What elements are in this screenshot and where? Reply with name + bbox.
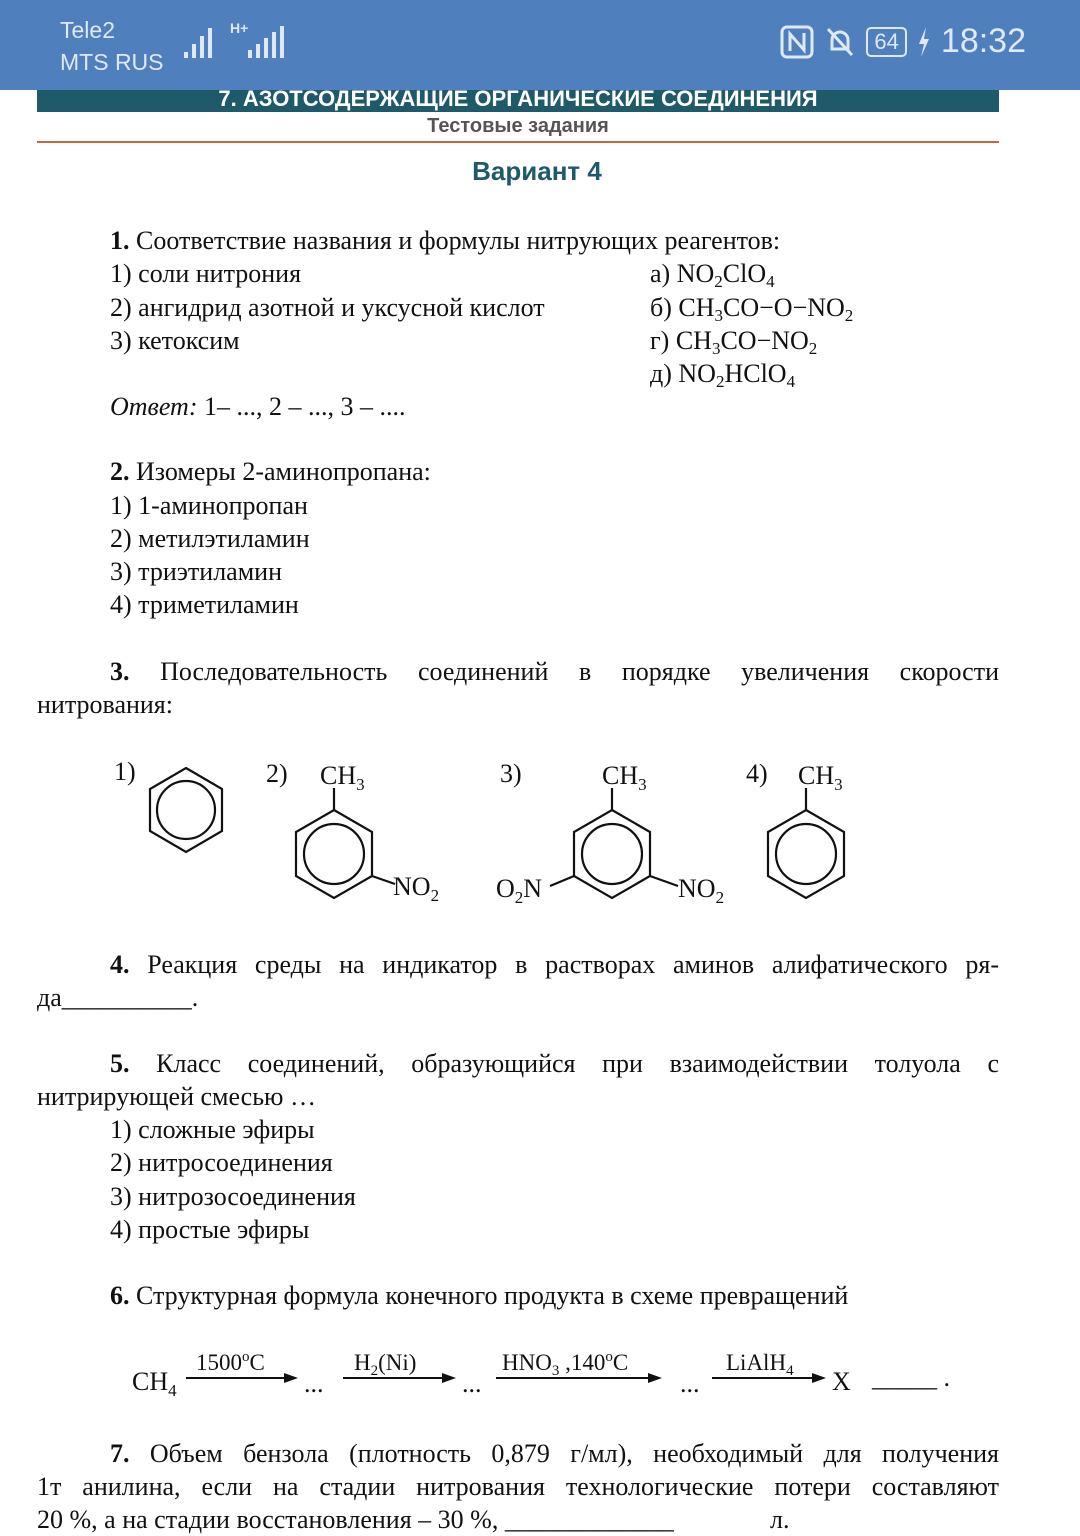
q1-formula-g: г) $CH_3CO-NO_2$	[650, 326, 818, 358]
question-6-title: 6. Структурная формула конечного продукта в схеме превращений	[110, 1281, 849, 1310]
ch3-group-3: $CH_3$	[602, 761, 647, 794]
q2-option: 4) триметиламин	[110, 590, 299, 619]
arrowhead-4	[812, 1373, 826, 1383]
intermediate-1: ...	[304, 1369, 324, 1398]
network-type-label: H+	[230, 20, 249, 36]
structure-label-3: 3)	[500, 759, 522, 788]
arrowhead-1	[284, 1373, 298, 1383]
chapter-banner: 7. АЗОТСОДЕРЖАЩИЕ ОРГАНИЧЕСКИЕ СОЕДИНЕНИЯ	[37, 90, 999, 112]
aromatic-circle-3	[582, 824, 642, 884]
structure-label-4: 4)	[746, 759, 768, 788]
q5-option: 1) сложные эфиры	[110, 1115, 315, 1144]
question-4-title: 4. Реакция среды на индикатор в растворах аминов алифатического ря-	[110, 950, 999, 979]
q5-option: 4) простые эфиры	[110, 1215, 310, 1244]
q5-option: 3) нитрозосоединения	[110, 1182, 356, 1211]
bond-o2n-3	[550, 876, 574, 886]
aromatic-circle-4	[776, 824, 836, 884]
bond-no2-3	[650, 876, 678, 886]
question-5-continuation: нитрирующей смесью …	[37, 1082, 316, 1111]
no2-group-3: $NO_2$	[678, 874, 725, 907]
clock: 18:32	[940, 22, 1026, 60]
q1-left-item: 2) ангидрид азотной и уксусной кислот	[110, 293, 545, 322]
ch3-group-4: $CH_3$	[798, 761, 843, 794]
transformation-scheme	[0, 1340, 1080, 1400]
nitration-structures-diagram	[0, 740, 1080, 920]
q2-option: 3) триэтиламин	[110, 557, 282, 586]
mute-bell-icon	[824, 25, 856, 59]
q1-formula-a: а) $NO_2ClO_4$	[650, 259, 775, 291]
variant-title: Вариант 4	[472, 156, 602, 186]
intermediate-2: ...	[462, 1369, 482, 1398]
structure-label-2: 2)	[266, 759, 288, 788]
step-2-reagent: $H_2(Ni)$	[354, 1350, 417, 1379]
q2-option: 1) 1-аминопропан	[110, 491, 308, 520]
q1-formula-d: д) $NO_2HClO_4$	[650, 359, 796, 391]
aromatic-circle-2	[304, 824, 364, 884]
start-compound: $CH_4$	[132, 1367, 177, 1400]
intermediate-3: ...	[680, 1369, 700, 1398]
bond-no2-2	[372, 876, 395, 884]
signal-strength-2-icon	[248, 26, 288, 60]
o2n-group-3: $O_2N$	[496, 874, 543, 907]
q1-formula-b: б) $CH_3CO-O-NO_2$	[650, 293, 854, 325]
carrier-2: MTS RUS	[60, 49, 164, 75]
question-7-line-3: 20 %, а на стадии восстановления – 30 %, _____________	[37, 1505, 674, 1534]
carrier-names	[60, 14, 164, 78]
question-3-continuation: нитрования:	[37, 690, 173, 719]
carrier-1: Tele2	[60, 17, 115, 43]
question-1-title: 1. Соответствие названия и формулы нитрующих реагентов:	[110, 226, 781, 255]
q5-option: 2) нитросоединения	[110, 1148, 333, 1177]
ch3-group-2: $CH_3$	[320, 761, 365, 794]
section-subtitle: Тестовые задания	[427, 115, 609, 137]
structure-label-1: 1)	[114, 757, 136, 786]
no2-group-2: $NO_2$	[393, 872, 440, 905]
question-7-title: 7. Объем бензола (плотность 0,879 г/мл), необходимый для получения	[110, 1439, 999, 1468]
aromatic-circle-1	[157, 781, 215, 839]
nfc-icon	[780, 25, 814, 59]
question-7-line-2: 1т анилина, если на стадии нитрования технологические потери составляют	[37, 1472, 999, 1501]
question-7-unit: л.	[770, 1505, 790, 1534]
battery-level: 64	[866, 27, 906, 57]
step-1-condition: 1500$^o$C	[196, 1349, 265, 1375]
q2-option: 2) метилэтиламин	[110, 524, 310, 553]
product-x: X	[832, 1367, 851, 1396]
question-4-continuation: да__________.	[37, 983, 199, 1012]
arrowhead-3	[648, 1373, 662, 1383]
arrowhead-2	[442, 1373, 456, 1383]
question-5-title: 5. Класс соединений, образующийся при взаимодействии толуола с	[110, 1049, 999, 1078]
question-2-title: 2. Изомеры 2-аминопропана:	[110, 457, 431, 486]
q1-left-item: 3) кетоксим	[110, 326, 240, 355]
q1-left-item: 1) соли нитрония	[110, 259, 302, 288]
step-3-reagent: $HNO_3$ ,140$^o$C	[502, 1349, 629, 1379]
header-divider	[37, 141, 999, 143]
q1-answer-line: Ответ: 1– ..., 2 – ..., 3 – ....	[110, 392, 406, 421]
answer-blank: _____ .	[872, 1363, 950, 1392]
status-bar	[0, 0, 1080, 90]
question-3-title: 3. Последовательность соединений в порядке увеличения скорости	[110, 657, 999, 686]
charging-icon	[917, 27, 931, 57]
signal-strength-icon	[184, 26, 220, 60]
step-4-reagent: LiAlH$_4$	[726, 1350, 794, 1379]
